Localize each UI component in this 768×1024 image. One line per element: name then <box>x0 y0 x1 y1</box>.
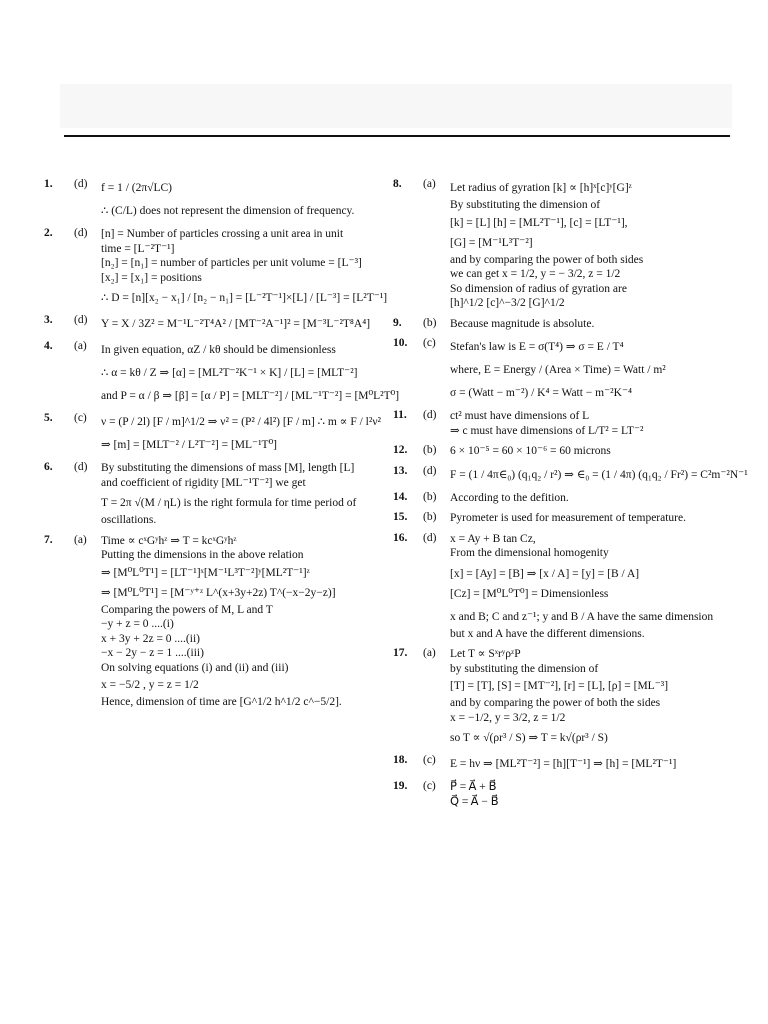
solution-line: but x and A have the different dimensions. <box>450 627 645 640</box>
solution-line: and coefficient of rigidity [ML⁻¹T⁻²] we get <box>101 476 306 489</box>
solution-line: x = Ay + B tan Cz, <box>450 532 536 545</box>
question-4 <box>44 340 400 406</box>
question-3 <box>44 314 384 334</box>
answer-option: (a) <box>423 647 436 659</box>
answer-option: (d) <box>74 227 88 239</box>
solution-line: ∴ (C/L) does not represent the dimension of frequency. <box>101 205 355 217</box>
solution-line: by substituting the dimension of <box>450 662 599 675</box>
question-number: 6. <box>44 461 53 473</box>
question-number: 1. <box>44 178 53 190</box>
solution-line: P⃗ = A⃗ + B⃗ <box>450 781 497 793</box>
question-number: 19. <box>393 780 408 792</box>
solution-line: T = 2π √(M / ηL) is the right formula for time period of <box>101 497 357 509</box>
solution-line: [k] = [L] [h] = [ML²T⁻¹], [c] = [LT⁻¹], <box>450 216 628 229</box>
question-number: 4. <box>44 340 53 352</box>
solution-line: Let radius of gyration [k] ∝ [h]ˣ[c]ʸ[G]ᶻ <box>450 182 632 194</box>
answer-option: (c) <box>423 780 436 792</box>
solution-line: f = 1 / (2π√LC) <box>101 182 172 194</box>
question-7 <box>44 534 384 710</box>
solution-line: −y + z = 0 ....(i) <box>101 618 174 630</box>
question-2 <box>44 227 388 308</box>
question-19 <box>393 780 728 809</box>
solution-line: Putting the dimensions in the above relation <box>101 549 304 561</box>
solution-line: Y = X / 3Z² = M⁻¹L⁻²T⁴A² / [MT⁻²A⁻¹]² = [M⁻³L⁻²T⁸A⁴] <box>101 318 371 330</box>
solution-line: ν = (P / 2l) [F / m]^1/2 ⇒ ν² = (P² / 4l²) [F / m] ∴ m ∝ F / l²ν² <box>101 416 381 428</box>
question-number: 17. <box>393 647 408 659</box>
solution-line: ∴ D = [n][x₂ − x₁] / [n₂ − n₁] = [L⁻²T⁻¹]×[L] / [L⁻³] = [L²T⁻¹] <box>101 292 388 304</box>
question-number: 9. <box>393 316 402 329</box>
solution-line: ct² must have dimensions of L <box>450 410 590 422</box>
question-number: 2. <box>44 227 53 239</box>
answer-option: (c) <box>74 412 87 424</box>
solution-line: [x₂] = [x₁] = positions <box>101 271 202 284</box>
header-band <box>60 84 732 128</box>
question-number: 5. <box>44 412 53 424</box>
question-13 <box>393 464 748 485</box>
question-number: 13. <box>393 464 408 477</box>
solution-line: ⇒ c must have dimensions of L/T² = LT⁻² <box>450 424 644 437</box>
solution-line: x and B; C and z⁻¹; y and B / A have the same dimension <box>450 610 714 623</box>
answer-option: (a) <box>423 178 436 190</box>
answer-option: (d) <box>423 464 437 477</box>
question-number: 15. <box>393 511 408 523</box>
answer-option: (b) <box>423 444 437 456</box>
solution-line: ⇒ [M⁰L⁰T¹] = [LT⁻¹]ˣ[M⁻¹L³T⁻²]ʸ[ML²T⁻¹]ᶻ <box>101 566 310 579</box>
solution-line: σ = (Watt − m⁻²) / K⁴ = Watt − m⁻²K⁻⁴ <box>450 387 633 399</box>
answer-option: (a) <box>74 340 87 352</box>
question-number: 11. <box>393 409 407 421</box>
solution-line: According to the defition. <box>450 491 569 504</box>
answer-option: (b) <box>423 316 437 329</box>
question-5 <box>44 412 384 455</box>
solution-line: and by comparing the power of both the sides <box>450 697 661 709</box>
solution-line: we can get x = 1/2, y = − 3/2, z = 1/2 <box>450 268 621 280</box>
answer-option: (a) <box>74 533 87 546</box>
solution-line: By substituting the dimensions of mass [M], length [L] <box>101 462 355 474</box>
answer-option: (b) <box>423 511 437 523</box>
question-11 <box>393 409 728 438</box>
question-17 <box>393 647 728 748</box>
answer-option: (d) <box>74 178 88 190</box>
solution-line: Pyrometer is used for measurement of temperature. <box>450 512 686 524</box>
solution-line: 6 × 10⁻⁵ = 60 × 10⁻⁶ = 60 microns <box>450 445 611 457</box>
solution-line: x = −1/2, y = 3/2, z = 1/2 <box>450 711 566 724</box>
solution-line: Hence, dimension of time are [G^1/2 h^1/2 c^−5/2]. <box>101 696 342 708</box>
solution-line: [x] = [Ay] = [B] ⇒ [x / A] = [y] = [B / A] <box>450 567 640 580</box>
answer-option: (d) <box>74 314 88 326</box>
solution-line: By substituting the dimension of <box>450 199 601 211</box>
question-number: 8. <box>393 178 402 190</box>
solution-line: Q⃗ = A⃗ − B⃗ <box>450 795 499 808</box>
solution-line: In given equation, αZ / kθ should be dimensionless <box>101 344 336 356</box>
question-14 <box>393 491 728 506</box>
solution-line: Time ∝ cˣGʸhᶻ ⇒ T = kcˣGʸhᶻ <box>101 534 237 547</box>
solution-line: From the dimensional homogenity <box>450 547 609 559</box>
solution-line: so T ∝ √(ρr³ / S) ⇒ T = k√(ρr³ / S) <box>450 732 608 744</box>
solution-line: ⇒ [m] = [MLT⁻² / L²T⁻²] = [ML⁻¹T⁰] <box>101 439 278 451</box>
solution-line: oscillations. <box>101 514 157 526</box>
answer-option: (c) <box>423 754 436 766</box>
answer-option: (c) <box>423 337 436 349</box>
solution-line: [n] = Number of particles crossing a unit area in unit <box>101 228 344 240</box>
solution-line: Because magnitude is absolute. <box>450 317 595 330</box>
solution-line: −x − 2y − z = 1 ....(iii) <box>101 647 204 659</box>
question-9 <box>393 317 728 332</box>
solution-line: ∴ α = kθ / Z ⇒ [α] = [ML²T⁻²K⁻¹ × K] / [L] = [MLT⁻²] <box>101 367 358 379</box>
answer-option: (d) <box>74 461 88 473</box>
question-number: 16. <box>393 531 408 544</box>
answer-option: (d) <box>423 531 437 544</box>
question-number: 14. <box>393 490 408 503</box>
question-6 <box>44 461 384 528</box>
solution-line: and P = α / β ⇒ [β] = [α / P] = [MLT⁻²] / [ML⁻¹T⁻²] = [M⁰L²T⁰] <box>101 390 400 402</box>
answer-option: (d) <box>423 409 437 421</box>
solution-line: On solving equations (i) and (ii) and (iii) <box>101 661 289 674</box>
solution-line: [h]^1/2 [c]^−3/2 [G]^1/2 <box>450 297 565 309</box>
question-16 <box>393 532 728 642</box>
right-column <box>393 178 748 815</box>
question-number: 12. <box>393 444 408 456</box>
solution-line: Let T ∝ SˣrʸρᶻP <box>450 648 521 660</box>
answer-option: (b) <box>423 490 437 503</box>
question-12 <box>393 444 728 459</box>
solution-line: [n₂] = [n₁] = number of particles per unit volume = [L⁻³] <box>101 257 362 269</box>
question-number: 18. <box>393 754 408 766</box>
solution-line: and by comparing the power of both sides <box>450 253 644 266</box>
solution-line: x = −5/2 , y = z = 1/2 <box>101 679 199 691</box>
solution-line: E = hν ⇒ [ML²T⁻²] = [h][T⁻¹] ⇒ [h] = [ML²T⁻¹] <box>450 758 677 770</box>
solution-line: F = (1 / 4π∈₀) (q₁q₂ / r²) ⇒ ∈₀ = (1 / 4π) (q₁q₂ / Fr²) = C²m⁻²N⁻¹ <box>450 468 748 481</box>
header-rule <box>64 135 730 137</box>
solution-line: where, E = Energy / (Area × Time) = Watt / m² <box>450 364 666 376</box>
solution-line: [T] = [T], [S] = [MT⁻²], [r] = [L], [ρ] = [ML⁻³] <box>450 680 669 692</box>
question-1 <box>44 178 384 221</box>
solution-line: [G] = [M⁻¹L³T⁻²] <box>450 236 533 249</box>
question-10 <box>393 337 728 403</box>
question-18 <box>393 754 728 774</box>
question-number: 7. <box>44 533 53 546</box>
solution-line: x + 3y + 2z = 0 ....(ii) <box>101 632 200 645</box>
question-15 <box>393 511 728 526</box>
question-number: 10. <box>393 337 408 349</box>
question-number: 3. <box>44 314 53 326</box>
question-8 <box>393 178 728 311</box>
solution-line: Comparing the powers of M, L and T <box>101 603 273 616</box>
solution-line: Stefan's law is E = σ(T⁴) ⇒ σ = E / T⁴ <box>450 341 624 353</box>
solution-line: ⇒ [M⁰L⁰T¹] = [M⁻ʸ⁺ᶻ L^(x+3y+2z) T^(−x−2y−z)] <box>101 586 336 599</box>
solution-line: time = [L⁻²T⁻¹] <box>101 242 175 255</box>
solution-line: So dimension of radius of gyration are <box>450 282 627 295</box>
solution-line: [Cz] = [M⁰L⁰T⁰] = Dimensionless <box>450 587 609 600</box>
